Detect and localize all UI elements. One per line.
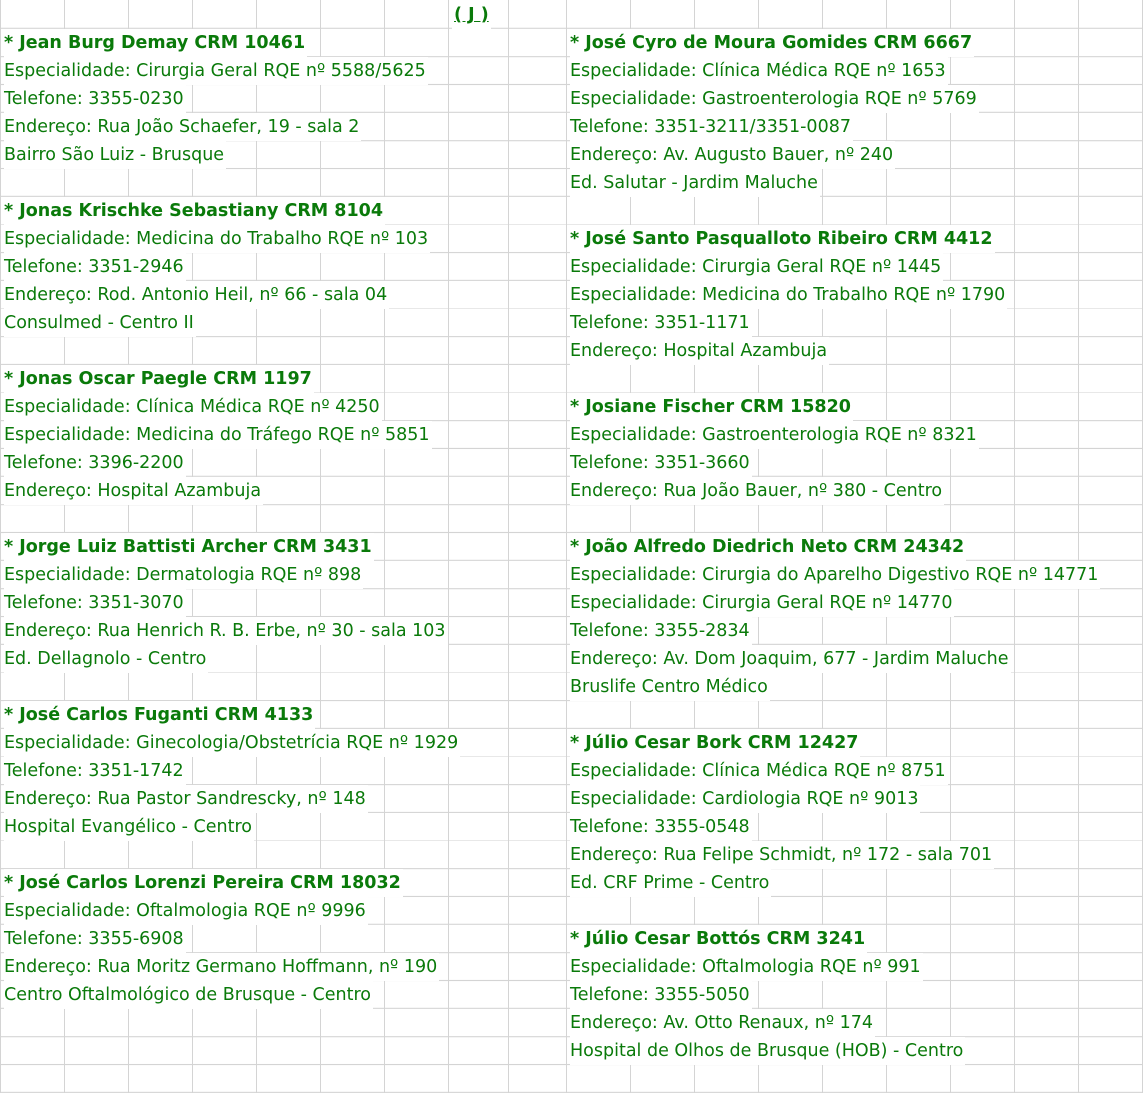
doctor-detail: Telefone: 3351-1171 [570, 309, 752, 337]
gridline [0, 0, 1, 1093]
doctor-name: * Josiane Fischer CRM 15820 [570, 393, 853, 421]
doctor-detail: Especialidade: Cardiologia RQE nº 9013 [570, 785, 920, 813]
gridline [1014, 0, 1015, 1093]
doctor-detail: Ed. Dellagnolo - Centro [4, 645, 208, 673]
doctor-name: * Jean Burg Demay CRM 10461 [4, 29, 307, 57]
doctor-detail: Telefone: 3396-2200 [4, 449, 186, 477]
doctor-name: * Júlio Cesar Bork CRM 12427 [570, 729, 860, 757]
doctor-name: * Júlio Cesar Bottós CRM 3241 [570, 925, 867, 953]
doctor-name: * Jonas Krischke Sebastiany CRM 8104 [4, 197, 385, 225]
doctor-name: * Jonas Oscar Paegle CRM 1197 [4, 365, 314, 393]
doctor-detail: Bairro São Luiz - Brusque [4, 141, 226, 169]
gridline [448, 0, 449, 1093]
doctor-detail: Telefone: 3351-3070 [4, 589, 186, 617]
doctor-detail: Endereço: Rod. Antonio Heil, nº 66 - sala 04 [4, 281, 389, 309]
doctor-detail: Telefone: 3351-1742 [4, 757, 186, 785]
doctor-detail: Centro Oftalmológico de Brusque - Centro [4, 981, 373, 1009]
doctor-detail: Telefone: 3351-3211/3351-0087 [570, 113, 853, 141]
doctor-detail: Endereço: Rua Pastor Sandrescky, nº 148 [4, 785, 368, 813]
doctor-detail: Especialidade: Oftalmologia RQE nº 9996 [4, 897, 368, 925]
doctor-detail: Telefone: 3355-5050 [570, 981, 752, 1009]
doctor-detail: Especialidade: Medicina do Tráfego RQE nº 5851 [4, 421, 432, 449]
doctor-detail: Especialidade: Clínica Médica RQE nº 4250 [4, 393, 382, 421]
doctor-detail: Bruslife Centro Médico [570, 673, 770, 701]
doctor-detail: Especialidade: Cirurgia Geral RQE nº 14770 [570, 589, 954, 617]
doctor-detail: Telefone: 3355-0548 [570, 813, 752, 841]
doctor-detail: Endereço: Rua Henrich R. B. Erbe, nº 30 - sala 103 [4, 617, 448, 645]
doctor-name: * João Alfredo Diedrich Neto CRM 24342 [570, 533, 966, 561]
doctor-detail: Endereço: Rua João Schaefer, 19 - sala 2 [4, 113, 361, 141]
doctor-detail: Especialidade: Cirurgia do Aparelho Digestivo RQE nº 14771 [570, 561, 1100, 589]
doctor-detail: Especialidade: Medicina do Trabalho RQE nº 103 [4, 225, 430, 253]
doctor-detail: Consulmed - Centro II [4, 309, 196, 337]
doctor-detail: Especialidade: Oftalmologia RQE nº 991 [570, 953, 923, 981]
doctor-detail: Endereço: Rua João Bauer, nº 380 - Centro [570, 477, 944, 505]
gridline [1078, 0, 1079, 1093]
section-header: ( J ) [452, 1, 491, 29]
doctor-detail: Endereço: Hospital Azambuja [4, 477, 263, 505]
doctor-detail: Especialidade: Gastroenterologia RQE nº 8321 [570, 421, 979, 449]
doctor-detail: Telefone: 3351-2946 [4, 253, 186, 281]
gridline [508, 0, 509, 1093]
doctor-detail: Ed. CRF Prime - Centro [570, 869, 771, 897]
doctor-detail: Especialidade: Medicina do Trabalho RQE nº 1790 [570, 281, 1007, 309]
doctor-name: * Jorge Luiz Battisti Archer CRM 3431 [4, 533, 374, 561]
doctor-detail: Endereço: Hospital Azambuja [570, 337, 829, 365]
doctor-name: * José Santo Pasqualloto Ribeiro CRM 4412 [570, 225, 995, 253]
doctor-detail: Endereço: Rua Moritz Germano Hoffmann, nº 190 [4, 953, 439, 981]
doctor-detail: Especialidade: Ginecologia/Obstetrícia RQE nº 1929 [4, 729, 460, 757]
doctor-detail: Telefone: 3355-2834 [570, 617, 752, 645]
doctor-detail: Especialidade: Clínica Médica RQE nº 1653 [570, 57, 948, 85]
doctor-detail: Endereço: Av. Dom Joaquim, 677 - Jardim Maluche [570, 645, 1011, 673]
doctor-name: * José Carlos Fuganti CRM 4133 [4, 701, 315, 729]
doctor-detail: Especialidade: Cirurgia Geral RQE nº 5588/5625 [4, 57, 428, 85]
doctor-detail: Especialidade: Cirurgia Geral RQE nº 1445 [570, 253, 943, 281]
doctor-detail: Especialidade: Gastroenterologia RQE nº 5769 [570, 85, 979, 113]
doctor-detail: Telefone: 3355-0230 [4, 85, 186, 113]
doctor-detail: Telefone: 3355-6908 [4, 925, 186, 953]
gridline [566, 0, 567, 1093]
doctor-name: * José Cyro de Moura Gomides CRM 6667 [570, 29, 974, 57]
doctor-detail: Hospital Evangélico - Centro [4, 813, 254, 841]
gridline [384, 0, 385, 1093]
doctor-detail: Telefone: 3351-3660 [570, 449, 752, 477]
doctor-detail: Hospital de Olhos de Brusque (HOB) - Centro [570, 1037, 965, 1065]
doctor-detail: Endereço: Rua Felipe Schmidt, nº 172 - sala 701 [570, 841, 994, 869]
doctor-detail: Endereço: Av. Otto Renaux, nº 174 [570, 1009, 875, 1037]
doctor-name: * José Carlos Lorenzi Pereira CRM 18032 [4, 869, 403, 897]
doctor-detail: Endereço: Av. Augusto Bauer, nº 240 [570, 141, 895, 169]
doctor-detail: Especialidade: Dermatologia RQE nº 898 [4, 561, 363, 589]
doctor-detail: Ed. Salutar - Jardim Maluche [570, 169, 820, 197]
doctor-detail: Especialidade: Clínica Médica RQE nº 8751 [570, 757, 948, 785]
